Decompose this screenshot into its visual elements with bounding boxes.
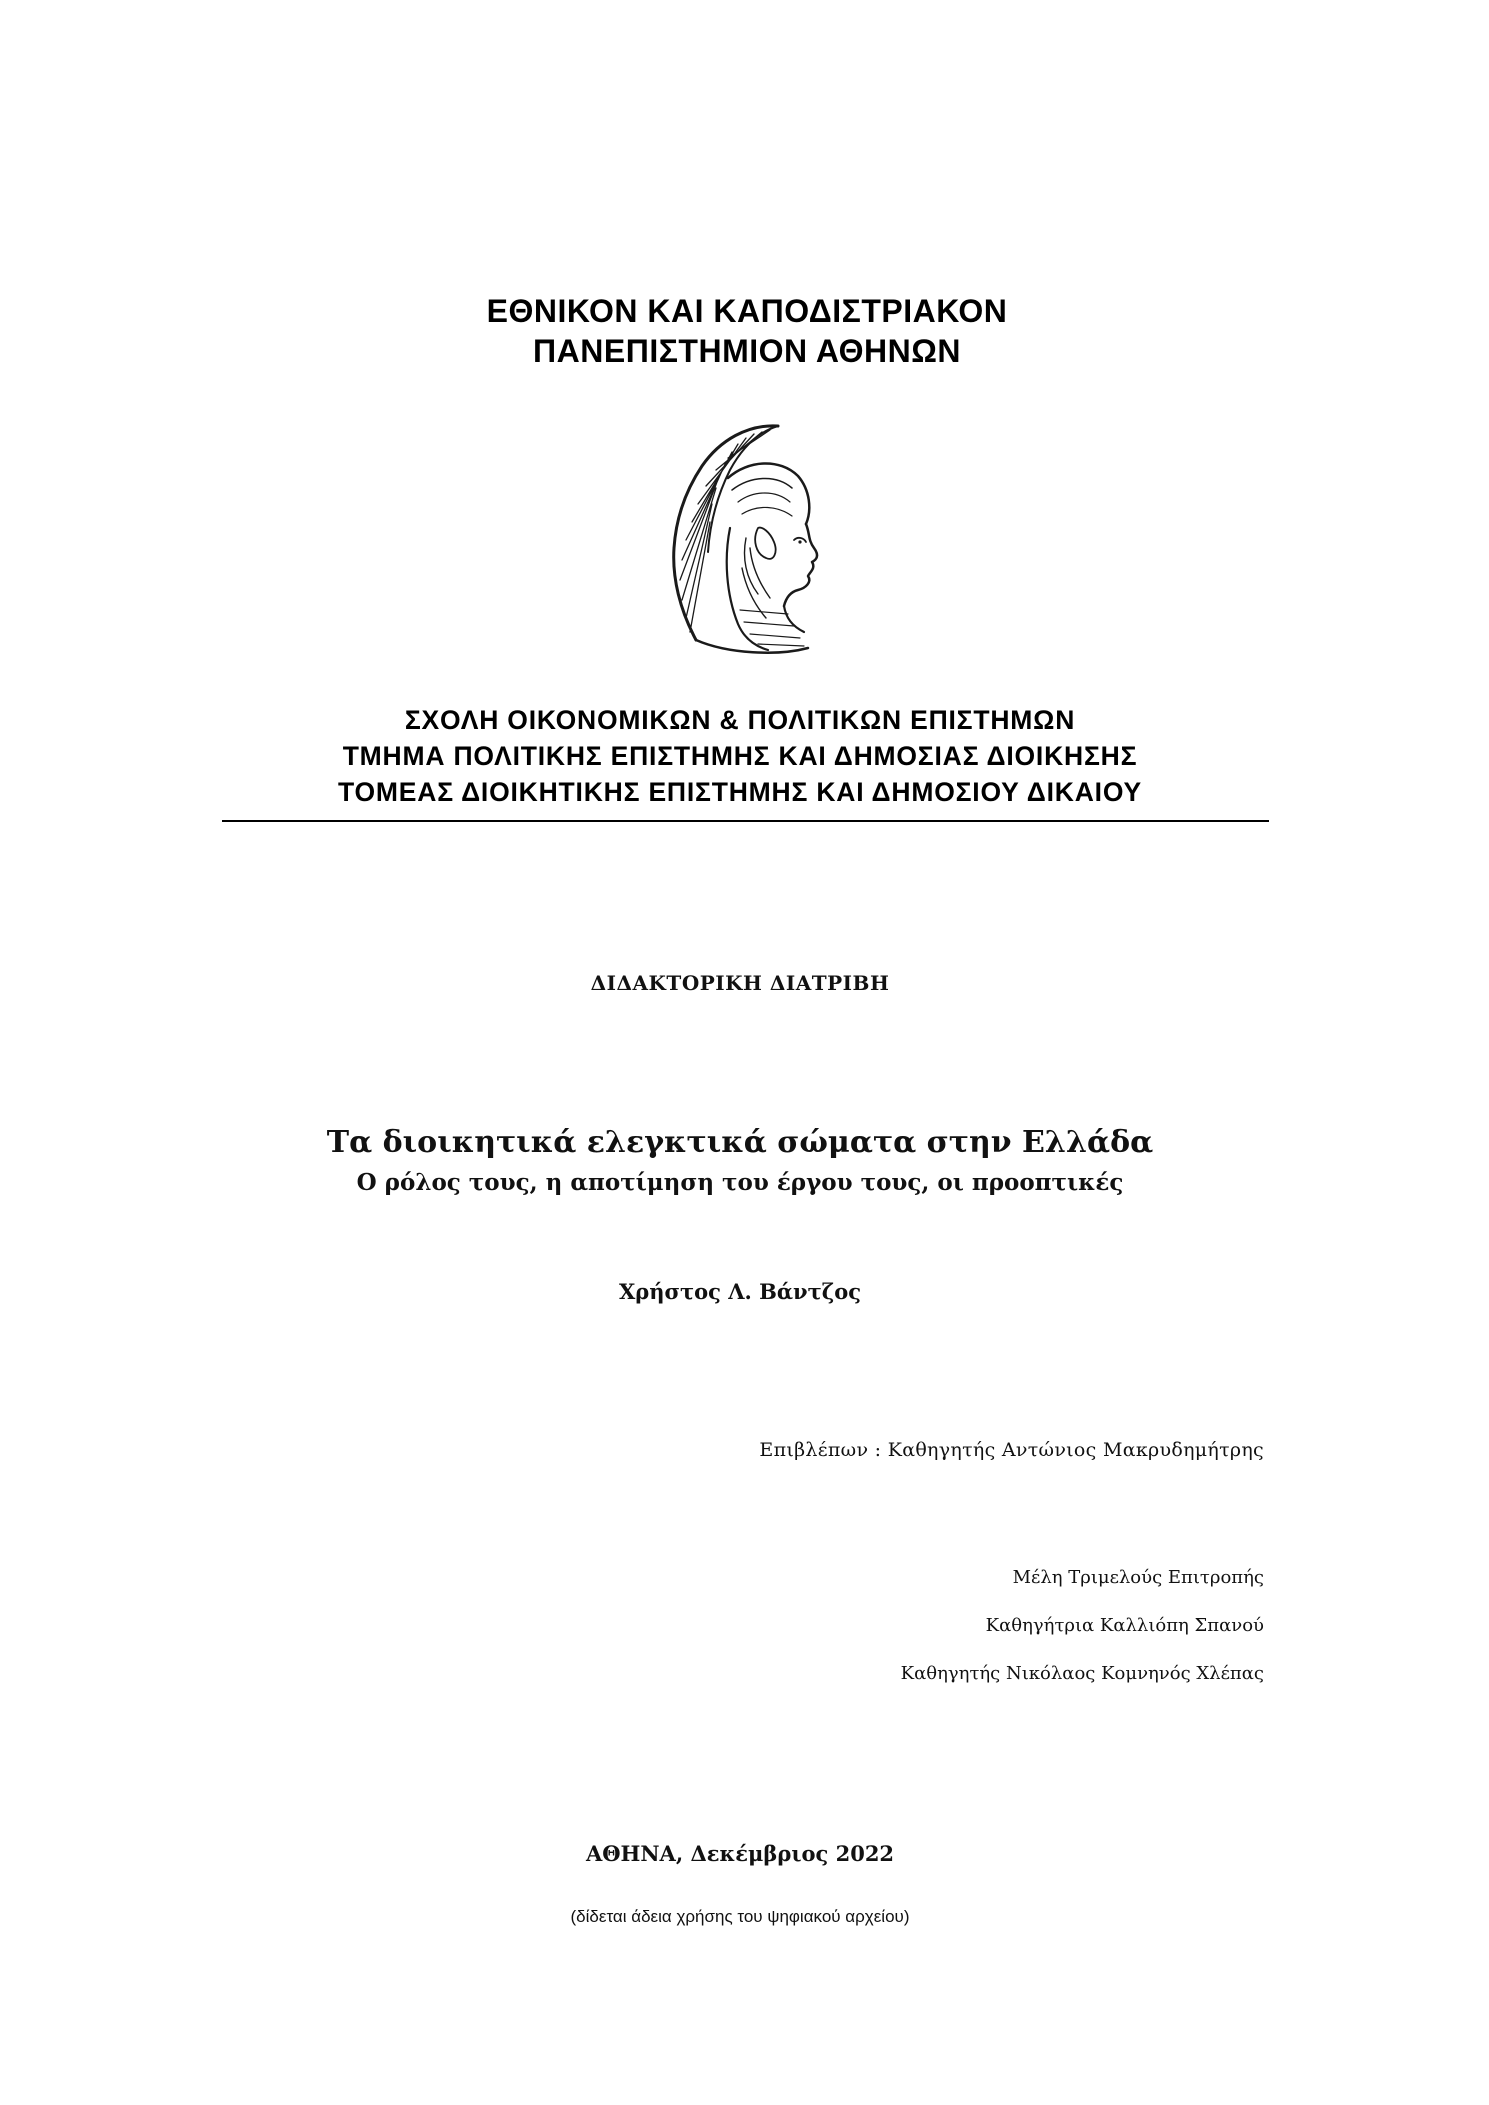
sector-name: ΤΟΜΕΑΣ ΔΙΟΙΚΗΤΙΚΗΣ ΕΠΙΣΤΗΜΗΣ ΚΑΙ ΔΗΜΟΣΙΟΥ ΔΙΚΑΙΟΥ [338,777,1142,807]
header-divider [222,820,1269,822]
supervisor: Επιβλέπων : Καθηγητής Αντώνιος Μακρυδημήτρης [759,1439,1264,1461]
place-date: ΑΘΗΝΑ, Δεκέμβριος 2022 [585,1841,895,1866]
university-name-line-2: ΠΑΝΕΠΙΣΤΗΜΙΟΝ ΑΘΗΝΩΝ [533,333,961,369]
document-type: ΔΙΔΑΚΤΟΡΙΚΗ ΔΙΑΤΡΙΒΗ [590,971,890,995]
school-name: ΣΧΟΛΗ ΟΙΚΟΝΟΜΙΚΩΝ & ΠΟΛΙΤΙΚΩΝ ΕΠΙΣΤΗΜΩΝ [404,705,1076,735]
license-note: (δίδεται άδεια χρήσης του ψηφιακού αρχείου) [570,1907,910,1926]
committee-heading: Μέλη Τριμελούς Επιτροπής [1012,1567,1264,1588]
thesis-subtitle: Ο ρόλος τους, η αποτίμηση του έργου τους, οι προοπτικές [356,1169,1124,1196]
thesis-title: Τα διοικητικά ελεγκτικά σώματα στην Ελλάδα [326,1125,1154,1160]
author-name: Χρήστος Λ. Βάντζος [618,1279,861,1304]
committee-member: Καθηγητής Νικόλαος Κομνηνός Χλέπας [900,1663,1264,1684]
athena-helmet-emblem-icon [658,418,838,658]
committee-member: Καθηγήτρια Καλλιόπη Σπανού [985,1615,1264,1636]
university-name-line-1: ΕΘΝΙΚΟΝ ΚΑΙ ΚΑΠΟΔΙΣΤΡΙΑΚΟΝ [486,293,1008,329]
department-name: ΤΜΗΜΑ ΠΟΛΙΤΙΚΗΣ ΕΠΙΣΤΗΜΗΣ ΚΑΙ ΔΗΜΟΣΙΑΣ ΔΙΟΙΚΗΣΗΣ [342,741,1138,771]
